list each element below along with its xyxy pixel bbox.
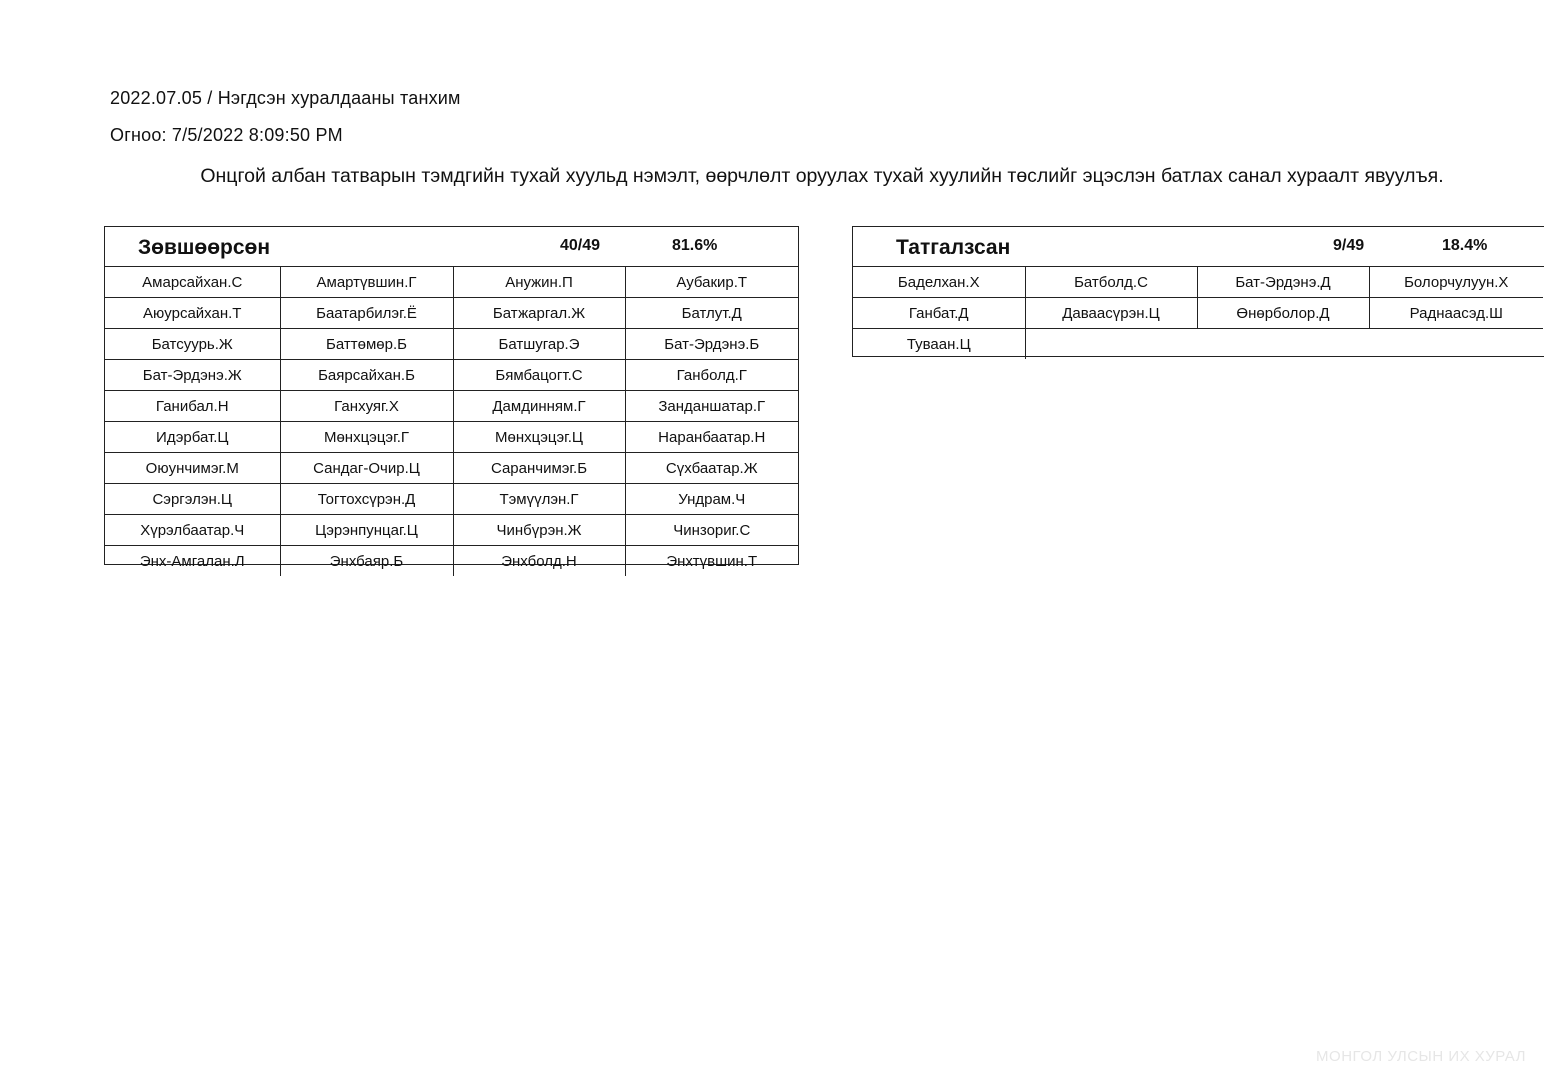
member-name: Тогтохсүрэн.Д [280, 484, 453, 515]
member-name: Сэргэлэн.Ц [105, 484, 280, 515]
member-name: Амарсайхан.С [105, 267, 280, 298]
table-row [853, 267, 1543, 298]
table-row [105, 360, 798, 391]
member-name: Бат-Эрдэнэ.Б [625, 329, 798, 360]
vote-date: Огноо: 7/5/2022 8:09:50 PM [110, 125, 343, 145]
member-name: Занданшатар.Г [625, 391, 798, 422]
member-name: Энхболд.Н [453, 546, 625, 577]
table-row [105, 484, 798, 515]
watermark-text: МОНГОЛ УЛСЫН ИХ ХУРАЛ [1316, 1048, 1526, 1065]
table-row [105, 391, 798, 422]
member-name: Чинбүрэн.Ж [453, 515, 625, 546]
table-row [105, 298, 798, 329]
member-name: Өнөрболор.Д [1197, 298, 1369, 329]
member-name: Аубакир.Т [625, 267, 798, 298]
table-row [105, 546, 798, 577]
approved-title: Зөвшөөрсөн [138, 236, 271, 259]
member-name: Батсуурь.Ж [105, 329, 280, 360]
rejected-count: 9/49 [1333, 237, 1365, 254]
approved-percent: 81.6% [672, 237, 718, 254]
approved-count: 40/49 [560, 237, 601, 254]
approved-header [105, 227, 798, 267]
rejected-header [853, 227, 1544, 267]
member-name: Бат-Эрдэнэ.Ж [105, 360, 280, 391]
member-name: Саранчимэг.Б [453, 453, 625, 484]
member-name: Батболд.С [1025, 267, 1197, 298]
member-name: Тэмүүлэн.Г [453, 484, 625, 515]
member-name: Даваасүрэн.Ц [1025, 298, 1197, 329]
member-name: Сүхбаатар.Ж [625, 453, 798, 484]
table-row [105, 515, 798, 546]
member-name: Ганболд.Г [625, 360, 798, 391]
rejected-table [853, 267, 1543, 359]
member-name: Мөнхцэцэг.Г [280, 422, 453, 453]
member-name: Хүрэлбаатар.Ч [105, 515, 280, 546]
vote-subject: Онцгой албан татварын тэмдгийн тухай хуульд нэмэлт, өөрчлөлт оруулах тухай хуулийн төслийг эцэслэн батлах санал хураалт явуулъя. [200, 165, 1444, 187]
rejected-panel [852, 226, 1544, 357]
member-name: Наранбаатар.Н [625, 422, 798, 453]
member-name: Амартүвшин.Г [280, 267, 453, 298]
member-name: Туваан.Ц [853, 329, 1025, 360]
approved-table [105, 267, 798, 576]
member-name: Ундрам.Ч [625, 484, 798, 515]
table-row [105, 329, 798, 360]
rejected-title: Татгалзсан [896, 236, 1011, 259]
member-name: Баярсайхан.Б [280, 360, 453, 391]
empty-cell [1197, 329, 1369, 360]
member-name: Батлут.Д [625, 298, 798, 329]
table-row [853, 329, 1543, 360]
member-name: Энхтүвшин.Т [666, 552, 758, 570]
member-name: Болорчулуун.Х [1369, 267, 1543, 298]
session-title: 2022.07.05 / Нэгдсэн хуралдааны танхим [110, 88, 461, 108]
member-name: Баттөмөр.Б [280, 329, 453, 360]
member-name: Энхбаяр.Б [280, 546, 453, 577]
member-name: Сандаг-Очир.Ц [280, 453, 453, 484]
member-name: Бат-Эрдэнэ.Д [1197, 267, 1369, 298]
member-name: Аюурсайхан.Т [105, 298, 280, 329]
member-name: Энх-Амгалан.Л [105, 546, 280, 577]
table-row [105, 453, 798, 484]
table-row [853, 298, 1543, 329]
member-name: Идэрбат.Ц [105, 422, 280, 453]
member-name: Дамдинням.Г [453, 391, 625, 422]
member-name: Раднаасэд.Ш [1369, 298, 1543, 329]
member-name: Баделхан.Х [853, 267, 1025, 298]
rejected-percent: 18.4% [1442, 237, 1488, 254]
member-name: Мөнхцэцэг.Ц [453, 422, 625, 453]
member-name: Оюунчимэг.М [105, 453, 280, 484]
empty-cell [1025, 329, 1197, 360]
member-name: Чинзориг.С [625, 515, 798, 546]
member-name: Ганбат.Д [853, 298, 1025, 329]
approved-panel [104, 226, 799, 570]
member-name: Цэрэнпунцаг.Ц [280, 515, 453, 546]
member-name: Батшугар.Э [453, 329, 625, 360]
table-row [105, 267, 798, 298]
member-name: Бямбацогт.С [453, 360, 625, 391]
member-name: Ганхуяг.Х [280, 391, 453, 422]
member-name: Баатарбилэг.Ё [280, 298, 453, 329]
member-name: Батжаргал.Ж [453, 298, 625, 329]
member-name: Анужин.П [453, 267, 625, 298]
table-row [105, 422, 798, 453]
member-name: Ганибал.Н [105, 391, 280, 422]
empty-cell [1369, 329, 1543, 360]
